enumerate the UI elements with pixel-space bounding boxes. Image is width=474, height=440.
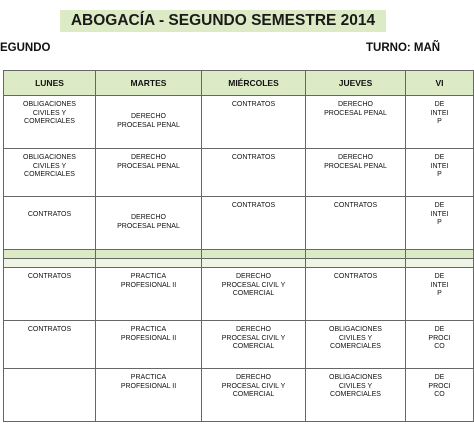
subject-text: PRACTICA	[130, 326, 167, 333]
subject-text: P	[437, 118, 442, 125]
subject-text: INTEI	[430, 281, 449, 289]
subject-text: DE	[434, 374, 445, 381]
subject-text: DE	[434, 154, 445, 161]
day-header-martes: MARTES	[96, 71, 202, 96]
schedule-cell-jueves	[306, 369, 406, 422]
subject-text: DERECHO	[337, 154, 373, 161]
subject-text: PROCESAL PENAL	[117, 121, 180, 129]
day-header-row	[4, 71, 474, 96]
subject-text: OBLIGACIONES	[329, 326, 382, 333]
subject-text: COMERCIAL	[232, 290, 275, 297]
subject-text: CIVILES Y	[32, 109, 67, 117]
subject-text: CONTRATOS	[333, 273, 378, 280]
subject-text: PROCESAL PENAL	[324, 109, 387, 117]
break-cell	[202, 259, 306, 268]
subject-text: PROFESIONAL II	[120, 281, 177, 289]
subject-text: CIVILES Y	[338, 334, 373, 342]
subject-text: CO	[434, 343, 445, 350]
subject-text: PROCESAL PENAL	[324, 162, 387, 170]
subject-text: COMERCIALES	[330, 391, 381, 398]
schedule-cell-martes	[96, 149, 202, 197]
subject-text: OBLIGACIONES	[329, 374, 382, 381]
day-header-miercoles: MIÉRCOLES	[202, 71, 306, 96]
schedule-cell-viernes	[406, 197, 474, 250]
schedule-row	[4, 369, 474, 422]
subject-text: INTEI	[430, 210, 449, 218]
subject-text: P	[437, 219, 442, 226]
schedule-cell-lunes	[4, 268, 96, 321]
subject-text: PROCI	[428, 382, 451, 390]
subject-text: CONTRATOS	[27, 273, 72, 280]
subject-text: DERECHO	[235, 273, 271, 280]
schedule-cell-miercoles	[202, 268, 306, 321]
subject-text: PROCESAL PENAL	[117, 222, 180, 230]
schedule-cell-viernes	[406, 321, 474, 369]
schedule-row	[4, 321, 474, 369]
day-header-jueves: JUEVES	[306, 71, 406, 96]
subject-text: PROFESIONAL II	[120, 382, 177, 390]
subject-text: P	[437, 171, 442, 178]
schedule-cell-jueves	[306, 268, 406, 321]
subject-text: DE	[434, 202, 445, 209]
subject-text: PRACTICA	[130, 273, 167, 280]
subject-text: CONTRATOS	[231, 101, 276, 108]
schedule-table	[3, 70, 474, 422]
schedule-cell-lunes	[4, 321, 96, 369]
subject-text: CONTRATOS	[27, 326, 72, 333]
schedule-cell-martes	[96, 321, 202, 369]
break-cell	[406, 259, 474, 268]
subject-text: OBLIGACIONES	[23, 101, 76, 108]
schedule-cell-jueves	[306, 197, 406, 250]
schedule-cell-lunes	[4, 197, 96, 250]
schedule-cell-jueves	[306, 149, 406, 197]
shift-label: TURNO: MAÑ	[366, 42, 441, 54]
subject-text: DERECHO	[130, 214, 166, 221]
schedule-cell-viernes	[406, 149, 474, 197]
subject-text: PRACTICA	[130, 374, 167, 381]
schedule-cell-miercoles	[202, 149, 306, 197]
schedule-cell-viernes	[406, 268, 474, 321]
subject-text: OBLIGACIONES	[23, 154, 76, 161]
subject-text: CIVILES Y	[338, 382, 373, 390]
subject-text: PROCESAL PENAL	[117, 162, 180, 170]
day-header-viernes: VI	[406, 71, 474, 96]
schedule-cell-lunes	[4, 369, 96, 422]
subject-text: DERECHO	[235, 326, 271, 333]
subject-text: DERECHO	[130, 154, 166, 161]
schedule-cell-viernes	[406, 369, 474, 422]
break-cell	[306, 259, 406, 268]
subject-text: COMERCIALES	[24, 118, 75, 125]
subject-text: INTEI	[430, 109, 449, 117]
schedule-cell-miercoles	[202, 197, 306, 250]
subject-text: PROCESAL CIVIL Y	[221, 281, 286, 289]
subject-text: DE	[434, 273, 445, 280]
subject-text: CIVILES Y	[32, 162, 67, 170]
subject-text: CONTRATOS	[27, 211, 72, 218]
day-header-lunes: LUNES	[4, 71, 96, 96]
schedule-row	[4, 96, 474, 149]
subject-text: PROCI	[428, 334, 451, 342]
subject-text: PROCESAL CIVIL Y	[221, 382, 286, 390]
year-label: EGUNDO	[0, 42, 51, 54]
schedule-cell-martes	[96, 268, 202, 321]
schedule-cell-lunes	[4, 149, 96, 197]
schedule-cell-martes	[96, 197, 202, 250]
subject-text: CO	[434, 391, 445, 398]
subject-text: COMERCIAL	[232, 343, 275, 350]
schedule-cell-jueves	[306, 96, 406, 149]
schedule-cell-lunes	[4, 96, 96, 149]
schedule-cell-jueves	[306, 321, 406, 369]
schedule-row	[4, 149, 474, 197]
subject-text: DE	[434, 326, 445, 333]
subject-text: COMERCIALES	[24, 171, 75, 178]
subject-text: COMERCIAL	[232, 391, 275, 398]
schedule-cell-miercoles	[202, 369, 306, 422]
subject-text: COMERCIALES	[330, 343, 381, 350]
subject-text: CONTRATOS	[231, 202, 276, 209]
schedule-row	[4, 268, 474, 321]
schedule-cell-martes	[96, 96, 202, 149]
subject-text: DERECHO	[235, 374, 271, 381]
subject-text: INTEI	[430, 162, 449, 170]
subject-text: DE	[434, 101, 445, 108]
subject-text: DERECHO	[130, 113, 166, 120]
subject-text: PROFESIONAL II	[120, 334, 177, 342]
subject-text: DERECHO	[337, 101, 373, 108]
schedule-cell-miercoles	[202, 321, 306, 369]
subject-text: CONTRATOS	[231, 154, 276, 161]
subject-text: PROCESAL CIVIL Y	[221, 334, 286, 342]
schedule-cell-miercoles	[202, 96, 306, 149]
subject-text: P	[437, 290, 442, 297]
schedule-row	[4, 197, 474, 250]
schedule-cell-martes	[96, 369, 202, 422]
schedule-cell-viernes	[406, 96, 474, 149]
subject-text: CONTRATOS	[333, 202, 378, 209]
page-title: ABOGACÍA - SEGUNDO SEMESTRE 2014	[60, 10, 386, 32]
